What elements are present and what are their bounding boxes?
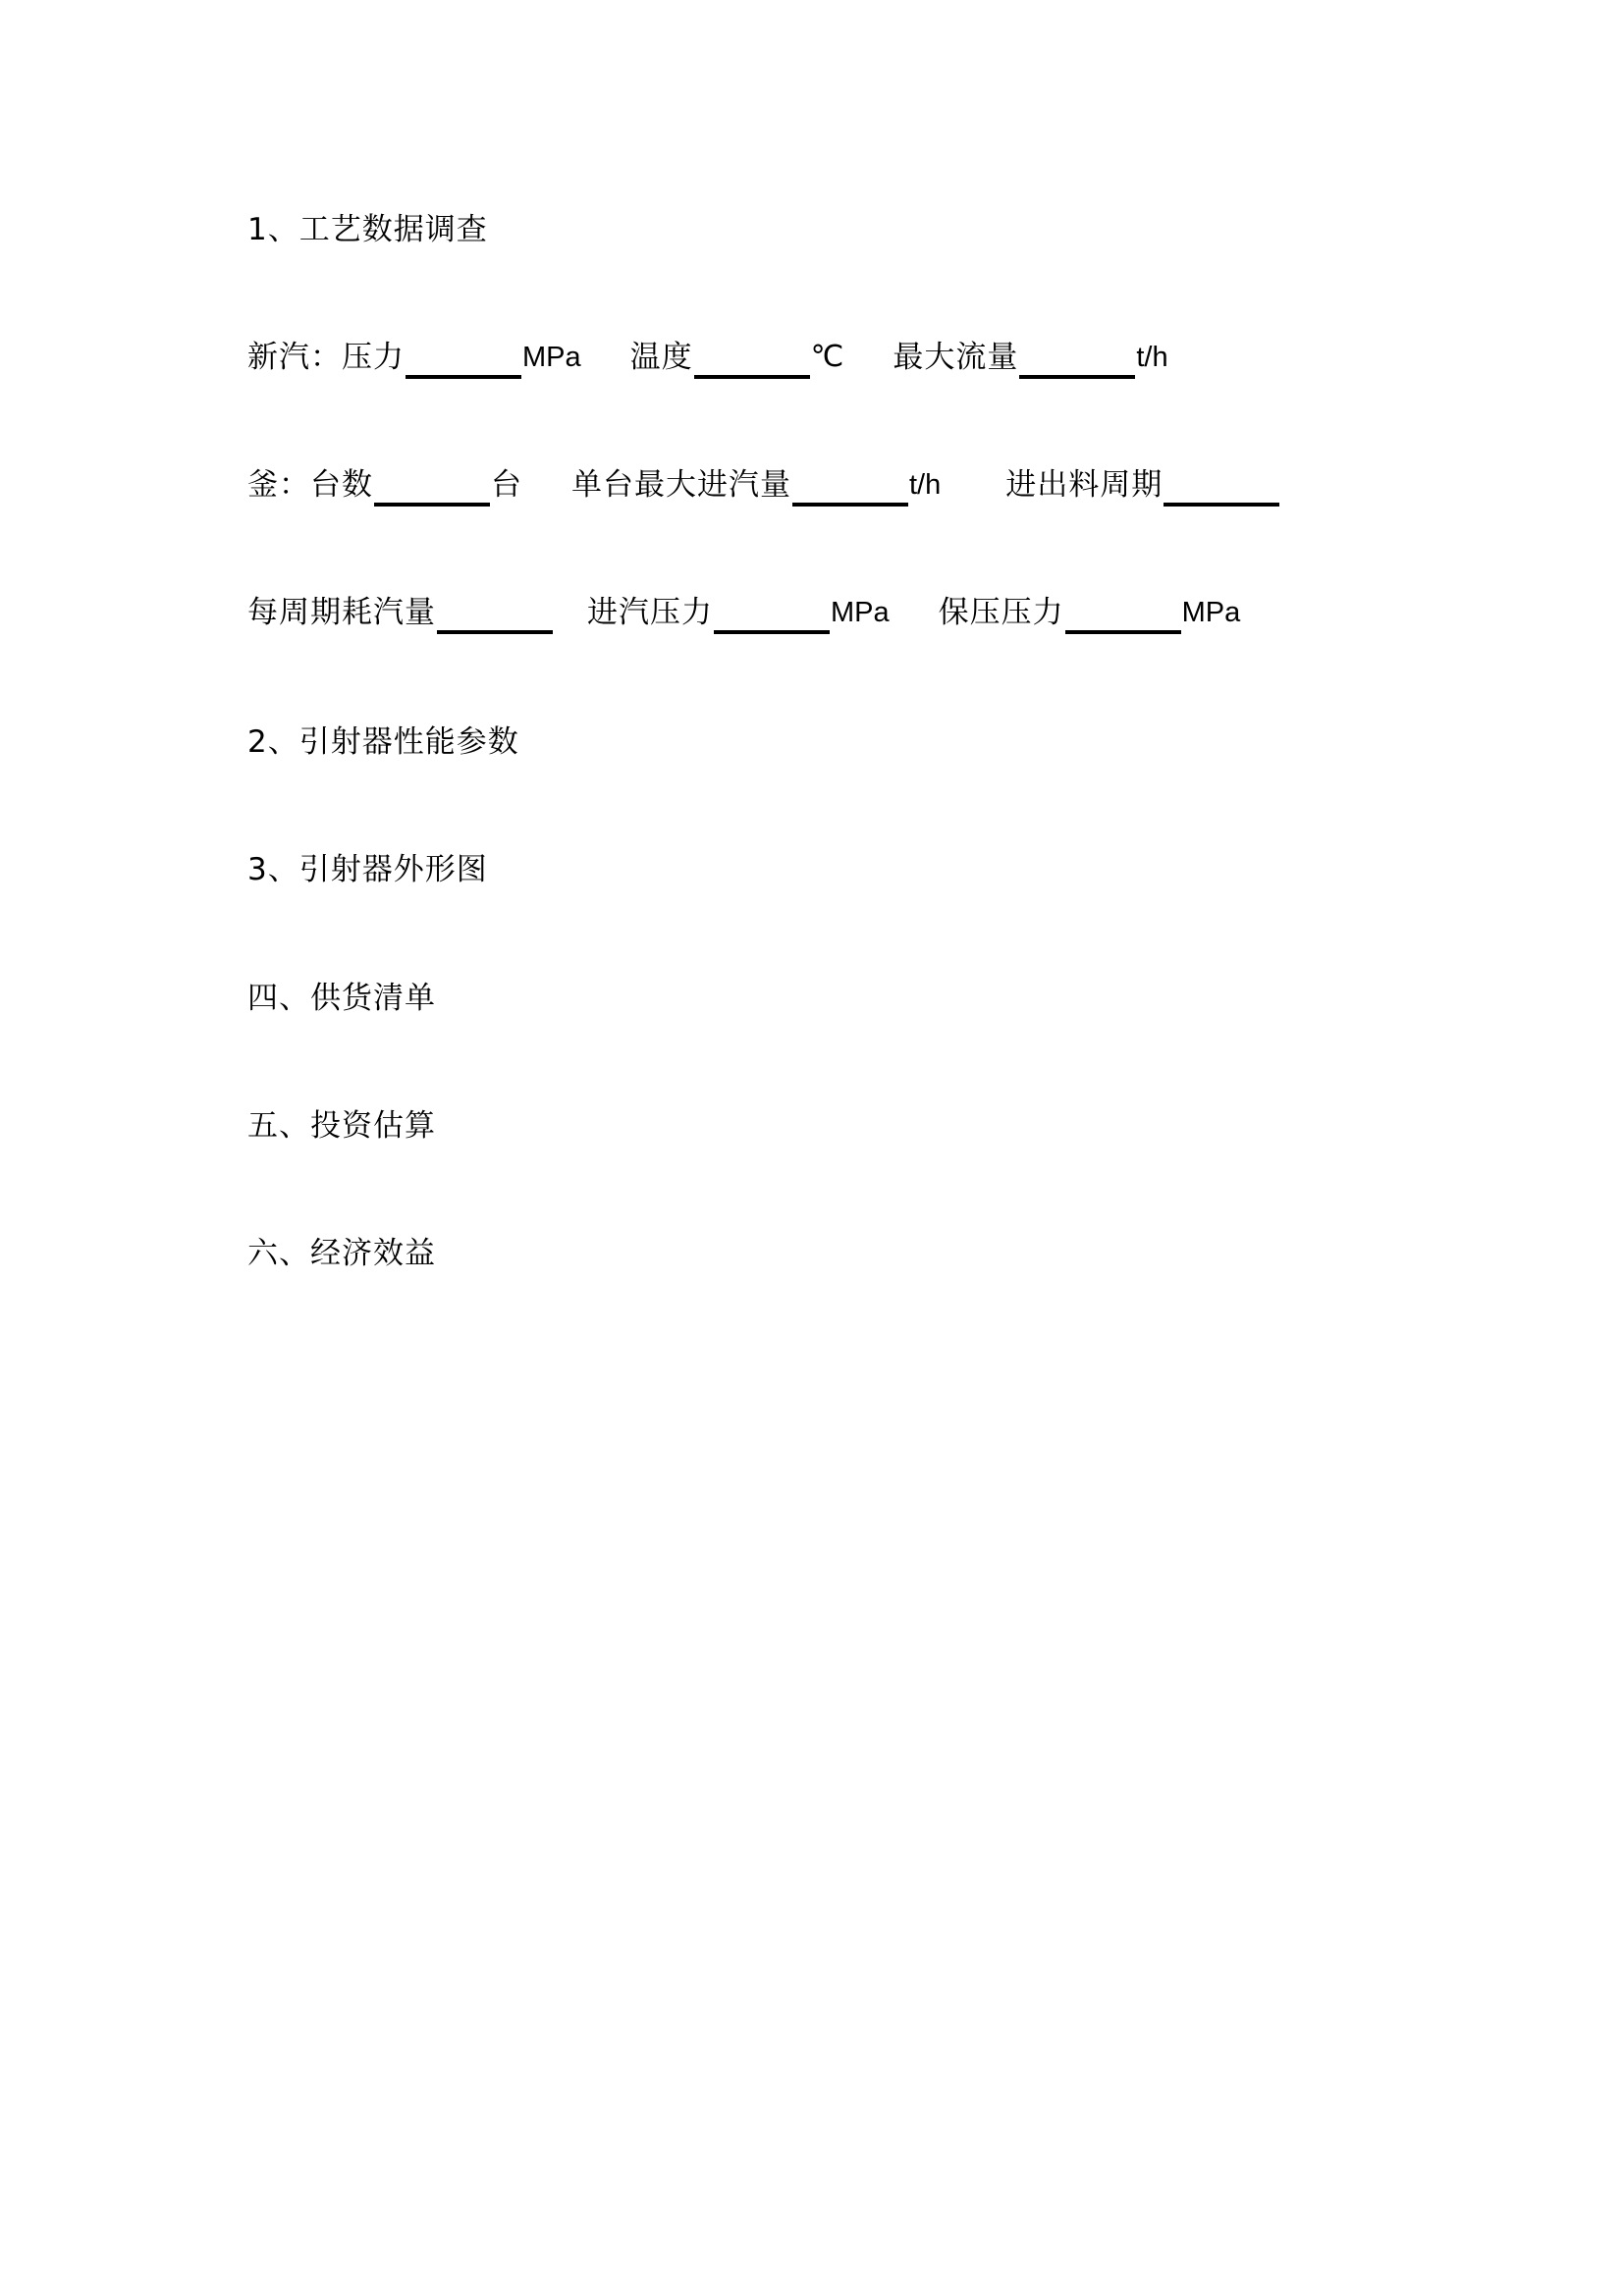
steam-consumption-label: 每周期耗汽量 xyxy=(247,595,436,630)
steam-consumption-blank[interactable] xyxy=(437,599,553,634)
section-heading-text: 四、供货清单 xyxy=(247,981,436,1016)
kettle-loading-cycle-label: 进出料周期 xyxy=(1005,467,1164,503)
cycle-row xyxy=(247,591,1240,634)
section-heading-text: 六、经济效益 xyxy=(247,1236,436,1271)
fresh-steam-row xyxy=(247,336,1168,379)
fresh-steam-pressure-field xyxy=(342,336,581,379)
section-heading-text: 2、引射器性能参数 xyxy=(247,724,519,760)
kettle-loading-cycle-blank[interactable] xyxy=(1164,471,1279,507)
section-heading-1 xyxy=(247,208,488,251)
kettle-prefix: 釜： xyxy=(247,467,310,503)
fresh-steam-max-flow-unit: t/h xyxy=(1136,342,1168,373)
fresh-steam-max-flow-blank[interactable] xyxy=(1019,344,1135,379)
kettle-count-field xyxy=(310,463,522,507)
fresh-steam-pressure-unit: MPa xyxy=(522,342,581,373)
intake-pressure-field xyxy=(587,591,890,634)
holding-pressure-field xyxy=(939,591,1241,634)
section-heading-4 xyxy=(247,977,436,1020)
section-heading-text: 1、工艺数据调查 xyxy=(247,212,488,247)
section-heading-text: 五、投资估算 xyxy=(247,1108,436,1144)
fresh-steam-pressure-blank[interactable] xyxy=(406,344,521,379)
section-heading-6 xyxy=(247,1232,436,1275)
fresh-steam-temperature-label: 温度 xyxy=(629,340,693,375)
kettle-count-label: 台数 xyxy=(310,467,373,503)
kettle-max-intake-label: 单台最大进汽量 xyxy=(571,467,791,503)
section-heading-5 xyxy=(247,1104,436,1148)
fresh-steam-prefix: 新汽： xyxy=(247,340,342,375)
intake-pressure-blank[interactable] xyxy=(714,599,830,634)
holding-pressure-unit: MPa xyxy=(1181,597,1241,628)
fresh-steam-temperature-unit: ℃ xyxy=(810,341,844,373)
fresh-steam-max-flow-field xyxy=(893,336,1167,379)
kettle-max-intake-field xyxy=(571,463,941,507)
holding-pressure-blank[interactable] xyxy=(1065,599,1181,634)
kettle-row xyxy=(247,463,1280,507)
fresh-steam-pressure-label: 压力 xyxy=(342,340,405,375)
fresh-steam-max-flow-label: 最大流量 xyxy=(893,340,1019,375)
holding-pressure-label: 保压压力 xyxy=(938,595,1064,630)
kettle-loading-cycle-field xyxy=(1005,463,1280,507)
section-heading-text: 3、引射器外形图 xyxy=(247,852,488,887)
fresh-steam-temperature-field xyxy=(630,336,844,379)
section-heading-2 xyxy=(247,721,519,764)
fresh-steam-temperature-blank[interactable] xyxy=(694,344,810,379)
intake-pressure-label: 进汽压力 xyxy=(587,595,713,630)
kettle-count-blank[interactable] xyxy=(374,471,490,507)
kettle-max-intake-unit: t/h xyxy=(909,469,942,501)
section-heading-3 xyxy=(247,848,488,891)
kettle-count-unit: 台 xyxy=(491,467,522,503)
intake-pressure-unit: MPa xyxy=(831,597,890,628)
kettle-max-intake-blank[interactable] xyxy=(792,471,908,507)
steam-consumption-field xyxy=(247,591,554,634)
